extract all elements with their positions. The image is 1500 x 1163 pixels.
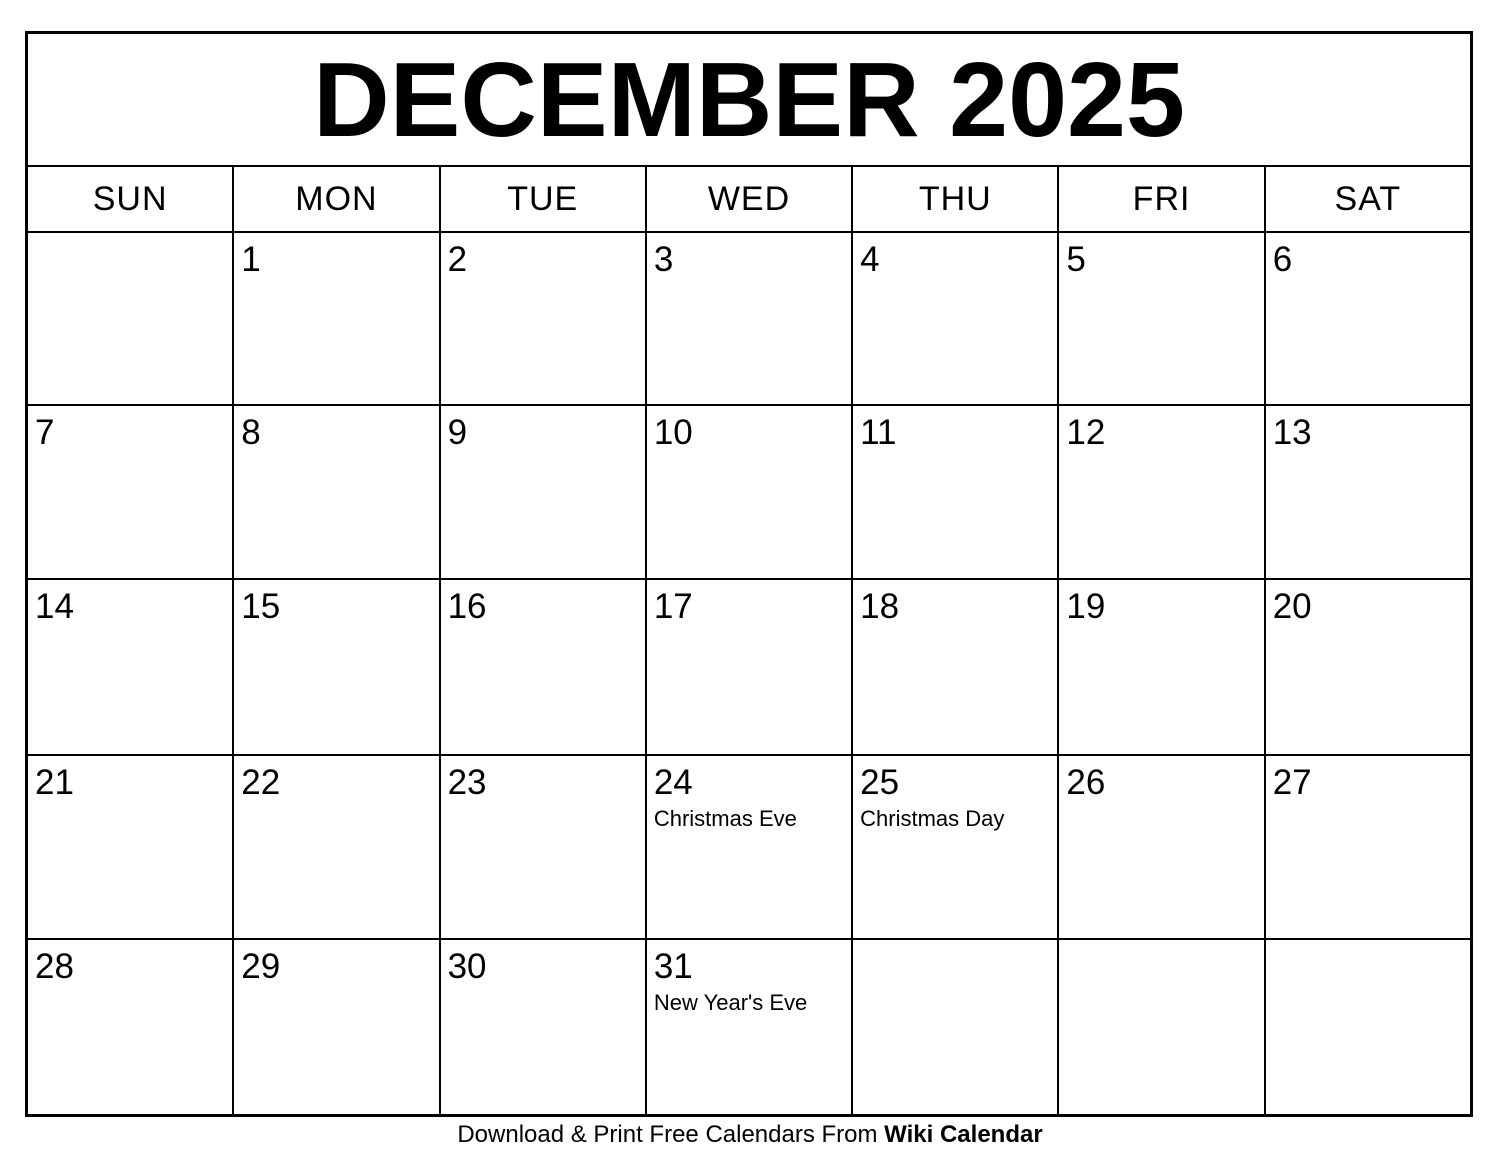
day-cell-5 [1059,233,1263,404]
day-number: 6 [1272,240,1293,279]
weekday-header-fri: FRI [1059,167,1263,231]
day-number: 15 [241,587,281,626]
day-cell-7 [28,406,232,578]
day-cell-1 [234,233,438,404]
day-cell-17 [647,580,851,754]
day-number: 26 [1066,763,1106,802]
calendar-title-bar [28,34,1470,167]
weekday-header-wed: WED [647,167,851,231]
day-cell-20 [1266,580,1470,754]
day-number: 29 [241,947,281,986]
day-number: 28 [35,947,74,986]
day-cell-22 [234,756,438,938]
calendar-title: DECEMBER 2025 [313,40,1185,159]
day-number: 18 [860,587,900,626]
day-cell-14 [28,580,232,754]
day-cell-30 [441,940,645,1114]
day-number: 8 [241,413,261,452]
day-cell-26 [1059,756,1263,938]
weekday-header-sat: SAT [1266,167,1470,231]
day-number: 17 [653,587,693,626]
day-number: 4 [860,240,880,279]
weekday-header-tue: TUE [441,167,645,231]
day-cell-24 [647,756,851,938]
day-cell-empty [28,233,232,404]
day-number: 20 [1272,587,1312,626]
day-cell-31 [647,940,851,1114]
day-cell-empty [1059,940,1263,1114]
day-cell-15 [234,580,438,754]
day-number: 11 [860,413,897,452]
day-cell-21 [28,756,232,938]
weekday-header-mon: MON [234,167,438,231]
day-cell-12 [1059,406,1263,578]
day-number: 2 [447,240,468,279]
day-cell-25 [853,756,1057,938]
day-number: 19 [1066,587,1106,626]
day-number: 31 [653,947,693,986]
day-number: 9 [447,413,468,452]
day-number: 3 [653,240,674,279]
day-cell-23 [441,756,645,938]
weekday-header-thu: THU [853,167,1057,231]
day-cell-2 [441,233,645,404]
day-cell-27 [1266,756,1470,938]
event-label: Christmas Eve [653,805,797,831]
day-cell-3 [647,233,851,404]
day-number: 16 [447,587,487,626]
day-number: 22 [241,763,281,802]
day-cell-empty [1266,940,1470,1114]
day-number: 30 [447,947,487,986]
day-number: 7 [35,413,55,452]
day-cell-6 [1266,233,1470,404]
day-cell-8 [234,406,438,578]
day-cell-11 [853,406,1057,578]
footer-text: Download & Print Free Calendars From [457,1121,885,1148]
calendar [25,31,1473,1117]
footer-brand: Wiki Calendar [884,1121,1043,1148]
day-number: 5 [1066,240,1086,279]
footer-credit [0,1121,1500,1150]
day-number: 27 [1272,763,1312,802]
day-cell-10 [647,406,851,578]
day-number: 21 [35,763,74,802]
day-cell-empty [853,940,1057,1114]
day-cell-16 [441,580,645,754]
event-label: New Year's Eve [653,989,808,1015]
day-cell-13 [1266,406,1470,578]
day-number: 10 [653,413,693,452]
day-cell-4 [853,233,1057,404]
day-cell-19 [1059,580,1263,754]
day-cell-18 [853,580,1057,754]
day-number: 25 [860,763,900,802]
day-cell-29 [234,940,438,1114]
day-number: 14 [35,587,74,626]
day-number: 24 [653,763,693,802]
event-label: Christmas Day [860,805,1005,831]
weekday-header-sun: SUN [28,167,232,231]
day-number: 12 [1066,413,1106,452]
day-cell-9 [441,406,645,578]
day-cell-28 [28,940,232,1114]
day-number: 1 [241,240,261,279]
day-number: 23 [447,763,487,802]
day-number: 13 [1272,413,1312,452]
calendar-grid [28,167,1470,1114]
